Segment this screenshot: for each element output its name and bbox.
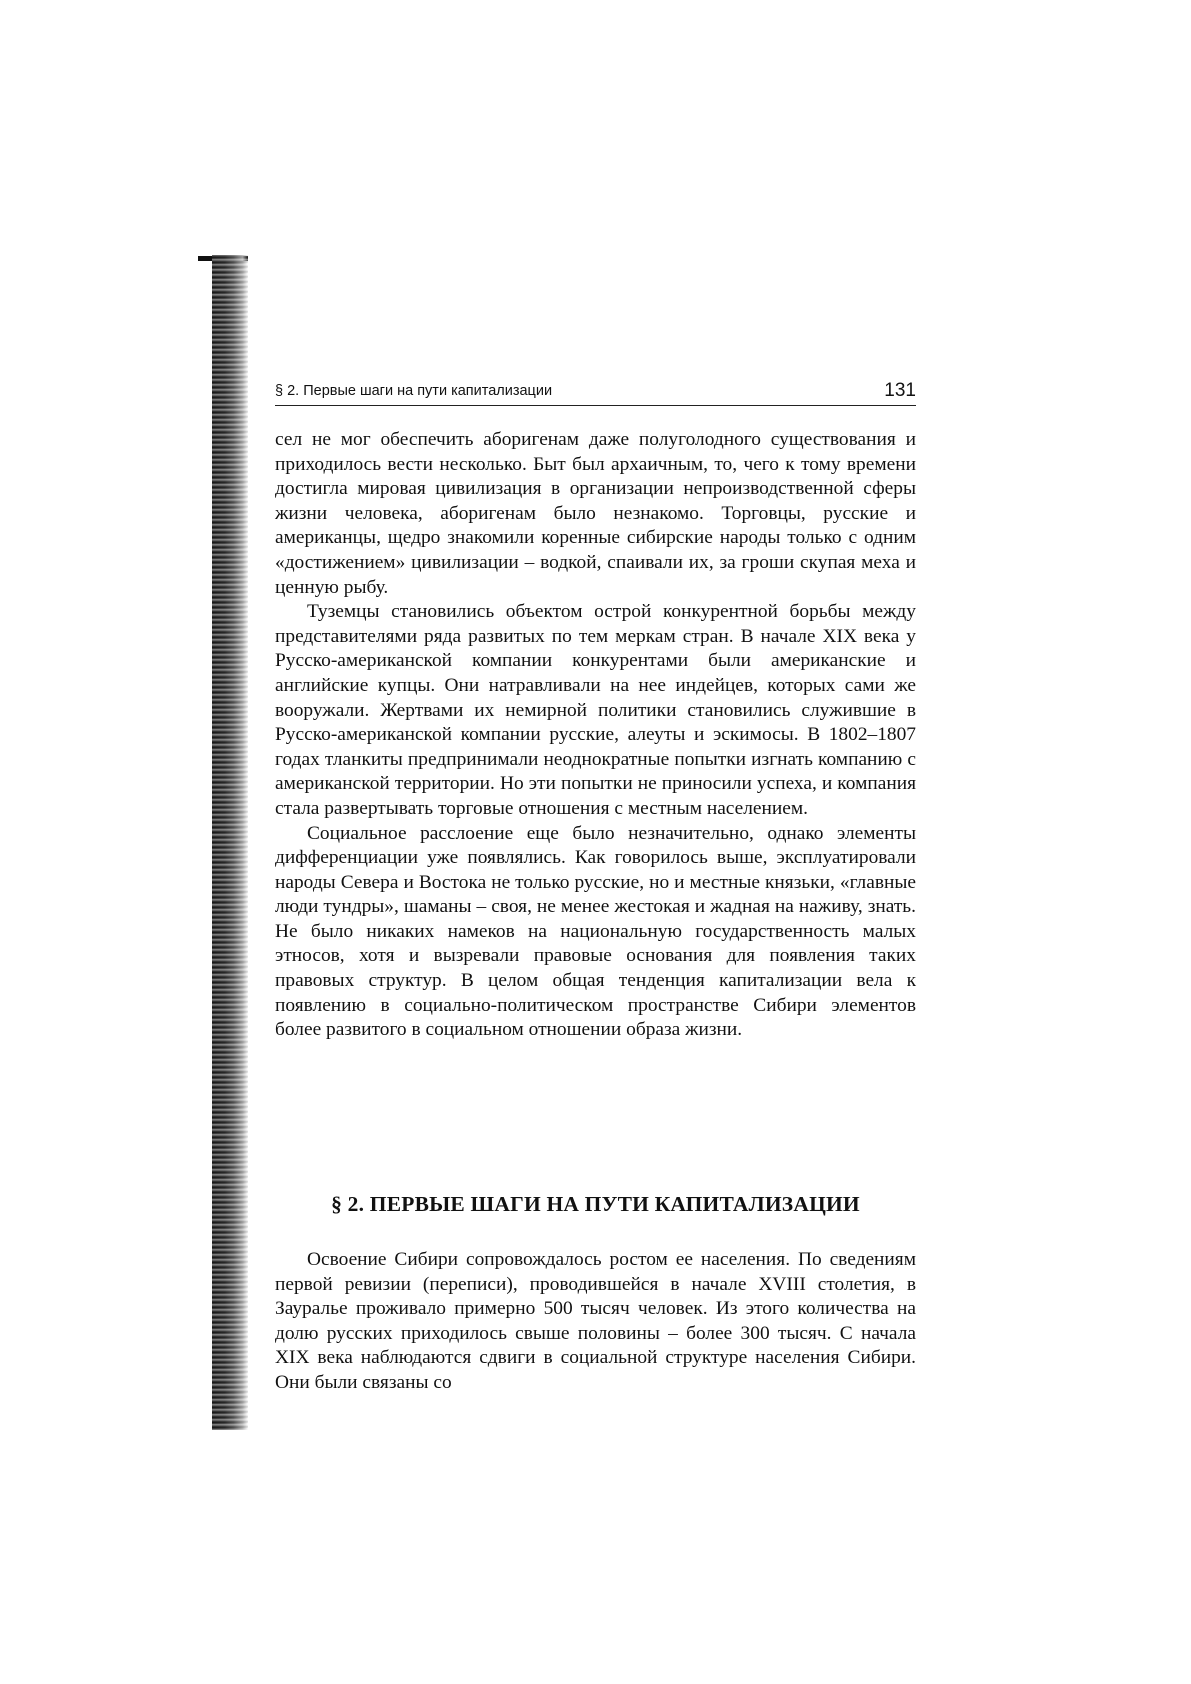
body-text-before-heading: [275, 428, 916, 1043]
binding-shadow: [212, 255, 248, 1430]
paragraph: Освоение Сибири сопровождалось ростом ее населения. По сведениям первой ревизии (переписи), проводившейся в начале XVIII столетия, в Зауралье проживало примерно 500 тысяч человек. Из этого количества на долю русских приходилось свыше половины – более 300 тысяч. С начала XIX века наблюдаются сдвиги в социальной структуре населения Сибири. Они были связаны со: [275, 1249, 916, 1393]
paragraph: Социальное расслоение еще было незначительно, однако элементы дифференциации уже появлялись. Как говорилось выше, эксплуатировали народы Севера и Востока не только русские, но и местные князьки, «главные люди тундры», шаманы – своя, не менее жестокая и жадная на наживу, знать. Не было никаких намеков на национальную государственность малых этносов, хотя и вызревали правовые основания для появления таких правовых структур. В целом общая тенденция капитализации вела к появлению в социально-политическом пространстве Сибири элементов более развитого в социальном отношении образа жизни.: [275, 822, 916, 1041]
section-heading: § 2. ПЕРВЫЕ ШАГИ НА ПУТИ КАПИТАЛИЗАЦИИ: [331, 1192, 860, 1216]
page-number: 131: [884, 380, 916, 401]
running-head: [275, 373, 916, 406]
body-text-after-heading: [275, 1248, 916, 1396]
running-head-title: § 2. Первые шаги на пути капитализации: [275, 383, 553, 399]
paragraph: Туземцы становились объектом острой конкурентной борьбы между представителями ряда развитых по тем меркам стран. В начале XIX века у Русско-американской компании конкурентами были американские и английские купцы. Они натравливали на нее индейцев, которых сами же вооружали. Жертвами их немирной политики становились служившие в Русско-американской компании русские, алеуты и эскимосы. В 1802–1807 годах тланкиты предпринимали неоднократные попытки изгнать компанию с американской территории. Но эти попытки не приносили успеха, и компания стала развертывать торговые отношения с местным населением.: [275, 601, 916, 819]
paragraph-continuation: сел не мог обеспечить аборигенам даже полуголодного существования и приходилось вести несколько. Быт был архаичным, то, чего к тому времени достигла мировая цивилизация в организации непроизводственной сферы жизни человека, аборигенам было незнакомо. Торговцы, русские и американцы, щедро знакомили коренные сибирские народы только с одним «достижением» цивилизации – водкой, спаивали их, за гроши скупая меха и ценную рыбу.: [275, 429, 916, 598]
